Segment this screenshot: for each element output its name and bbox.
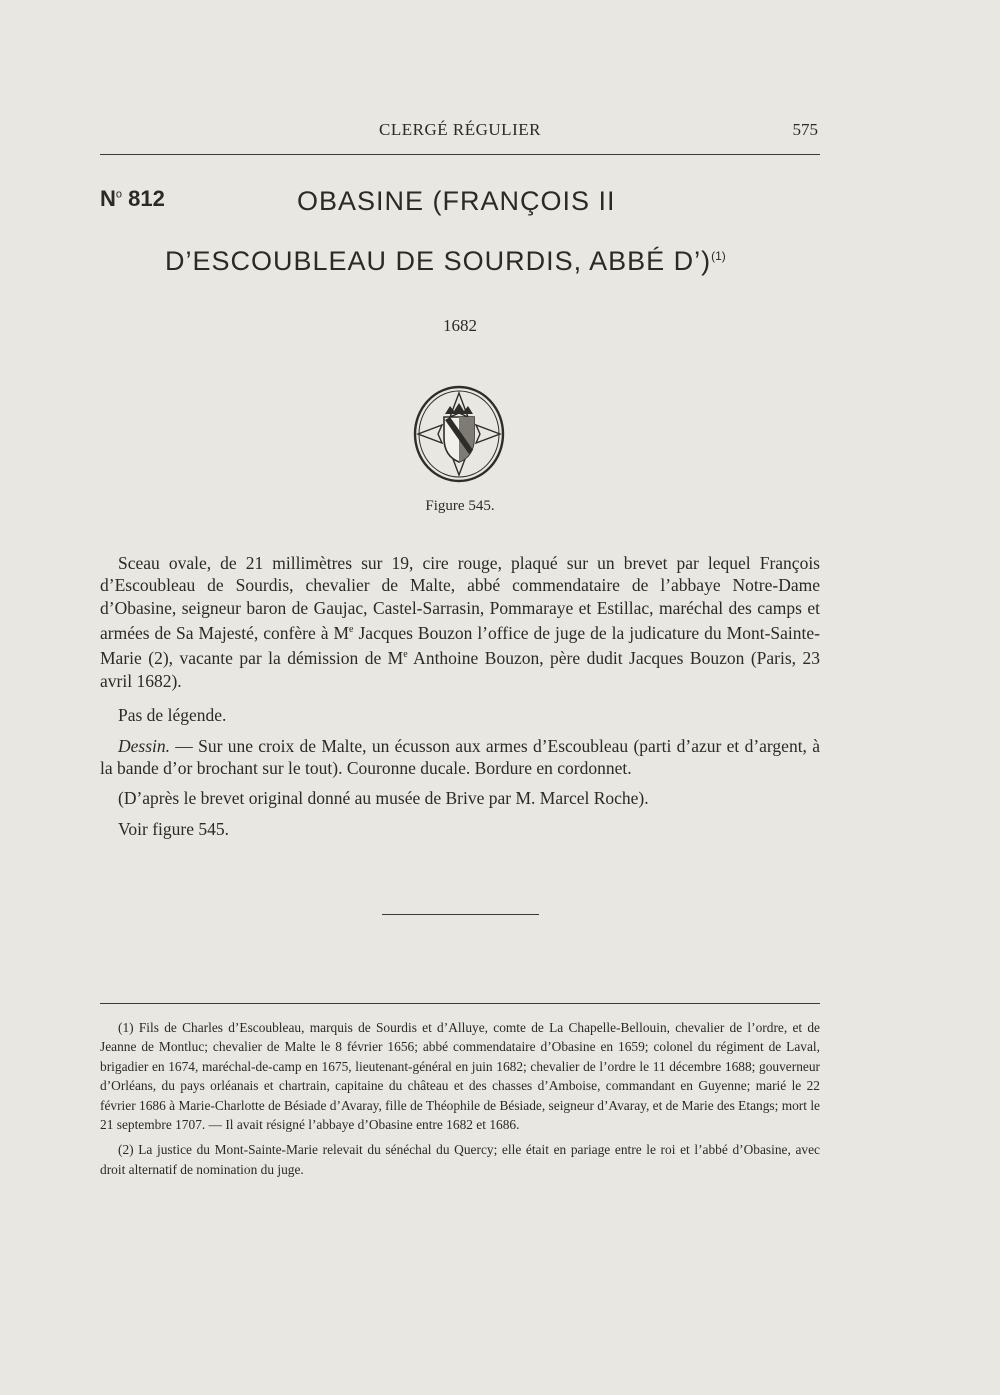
figure-caption: Figure 545. [425, 498, 495, 514]
entry-title-line-1: OBASINE (FRANÇOIS II [297, 186, 616, 216]
description-part-1: Sceau ovale, de 21 millimètres sur 19, cire rouge, plaqué sur un brevet par lequel François d’Escoubleau de Sourdis, chevalier de Malte, abbé commendataire de l’abbaye Notre-Dame d’Obasine, seigneur baron de Gaujac, Castel-Sarrasin, Pommaraye et Estillac, maréchal des camps et armées de Sa Majesté, confère à M [100, 553, 820, 644]
entry-number-sup: o [115, 188, 123, 201]
entry-number-value: 812 [122, 186, 165, 211]
source-paragraph: (D’après le brevet original donné au musée de Brive par M. Marcel Roche). [118, 788, 649, 809]
footnotes-rule [100, 1003, 820, 1004]
entry-title-text: D’ESCOUBLEAU DE SOURDIS, ABBÉ D’) [165, 246, 712, 276]
description-sup-1: e [349, 624, 354, 636]
description-part-2: Jacques Bouzon l’office de juge de la judicature du Mont-Sainte-Marie (2), vacante par la démission de M [100, 623, 820, 669]
seal-icon [412, 384, 506, 484]
running-title: CLERGÉ RÉGULIER [379, 120, 541, 139]
body-text [100, 552, 820, 848]
drawing-label: Dessin. [118, 735, 171, 756]
drawing-paragraph [100, 735, 820, 780]
footnote-1: (1) Fils de Charles d’Escoubleau, marquis de Sourdis et d’Alluye, comte de La Chapelle-Bellouin, chevalier de l’ordre, et de Jeanne de Montluc; chevalier de Malte le 8 février 1656; abbé commendataire d’Obasine en 1659; colonel du régiment de Laval, brigadier en 1674, maréchal-de-camp en 1675, lieutenant-général en juin 1682; chevalier de l’ordre le 11 décembre 1688; gouverneur d’Orléans, du pays orléanais et chartrain, capitaine du château et des chasses d’Amboise, commandant en Guyenne; marié le 22 février 1686 à Marie-Charlotte de Bésiade d’Avaray, fille de Théophile de Bésiade, seigneur d’Avaray, et de Marie des Etangs; mort le 21 septembre 1707. — Il avait résigné l’abbaye d’Obasine entre 1682 et 1686. [100, 1020, 820, 1133]
entry-title-line-2 [165, 246, 726, 277]
entry-number [100, 186, 165, 212]
page-number: 575 [792, 120, 818, 139]
entry-title-note-ref: (1) [711, 249, 726, 263]
header-rule [100, 154, 820, 155]
legend-paragraph: Pas de légende. [118, 705, 227, 726]
drawing-text: — Sur une croix de Malte, un écusson aux armes d’Escoubleau (parti d’azur et d’argent, à la bande d’or brochant sur le tout). Couronne ducale. Bordure en cordonnet. [100, 735, 820, 778]
running-head [100, 120, 820, 144]
footnotes [100, 1018, 820, 1185]
footnote-2: (2) La justice du Mont-Sainte-Marie relevait du sénéchal du Quercy; elle était en pariage entre le roi et l’abbé d’Obasine, avec droit alternatif de nomination du juge. [100, 1142, 820, 1177]
seal-description [100, 552, 820, 692]
entry-date: 1682 [443, 316, 477, 335]
description-part-3: Anthoine Bouzon, père dudit Jacques Bouzon (Paris, 23 avril 1682). [100, 648, 820, 691]
description-sup-2: e [403, 649, 408, 661]
entry-number-prefix: N [100, 186, 116, 211]
end-rule [382, 914, 539, 915]
see-figure-paragraph: Voir figure 545. [118, 818, 229, 839]
